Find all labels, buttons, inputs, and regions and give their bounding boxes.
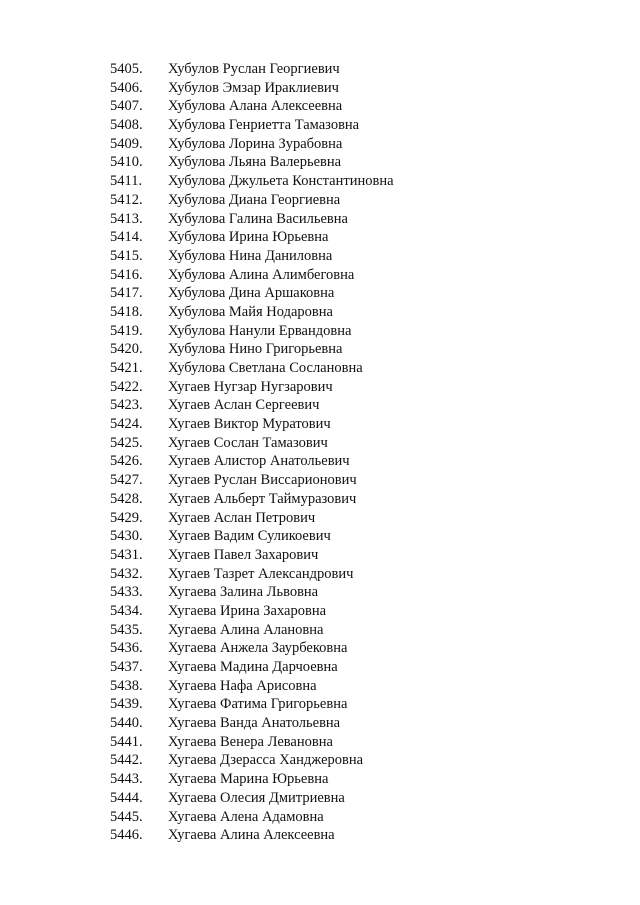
entry-name: Хубулов Руслан Георгиевич (168, 61, 340, 77)
entry-number: 5446. (110, 827, 143, 844)
list-item (110, 621, 394, 640)
entry-number: 5415. (110, 247, 143, 264)
entry-number: 5413. (110, 210, 143, 227)
entry-number: 5405. (110, 61, 143, 77)
entry-name: Хубулова Светлана Сослановна (168, 360, 363, 376)
list-item (110, 789, 394, 808)
entry-name: Хубулова Нино Григорьевна (168, 341, 343, 358)
entry-name: Хугаев Аслан Сергеевич (168, 397, 320, 414)
entry-name: Хубулова Льяна Валерьевна (168, 154, 342, 171)
entry-number: 5442. (110, 752, 143, 769)
entry-name: Хугаев Руслан Виссарионович (168, 472, 357, 489)
list-item (110, 565, 394, 584)
entry-number: 5430. (110, 528, 143, 545)
list-item (110, 172, 394, 191)
list-item (110, 228, 394, 247)
entry-number: 5421. (110, 360, 143, 376)
entry-number: 5426. (110, 453, 143, 470)
list-item (110, 826, 394, 845)
entry-number: 5432. (110, 565, 143, 582)
list-item (110, 97, 394, 116)
entry-number: 5437. (110, 659, 143, 675)
entry-name: Хугаева Ванда Анатольевна (168, 715, 341, 732)
entry-number: 5414. (110, 229, 143, 246)
list-item (110, 509, 394, 528)
list-item (110, 695, 394, 714)
entry-name: Хубулова Галина Васильевна (168, 210, 348, 227)
list-item (110, 153, 394, 172)
entry-number: 5435. (110, 621, 143, 638)
entry-number: 5425. (110, 434, 143, 451)
entry-name: Хугаева Венера Левановна (168, 733, 333, 750)
list-item (110, 452, 394, 471)
entry-name: Хугаев Нугзар Нугзарович (168, 378, 333, 395)
entry-number: 5440. (110, 715, 143, 732)
entry-number: 5427. (110, 472, 143, 489)
entry-name: Хубулова Ирина Юрьевна (168, 229, 329, 246)
entry-name: Хубулова Алана Алексеевна (168, 98, 343, 115)
entry-number: 5420. (110, 341, 143, 358)
entry-number: 5417. (110, 285, 143, 302)
entry-name: Хубулова Нина Даниловна (168, 247, 333, 264)
list-item (110, 639, 394, 658)
list-item (110, 210, 394, 229)
entry-name: Хубулова Диана Георгиевна (168, 191, 341, 208)
entry-name: Хугаева Фатима Григорьевна (168, 696, 348, 713)
entry-name: Хугаева Дзерасса Ханджеровна (168, 752, 364, 769)
list-item (110, 658, 394, 677)
entry-number: 5408. (110, 117, 143, 134)
entry-number: 5441. (110, 733, 143, 750)
entry-name: Хугаев Павел Захарович (168, 546, 319, 563)
entry-number: 5445. (110, 808, 143, 825)
entry-name: Хугаев Тазрет Александрович (168, 565, 354, 582)
entry-name: Хугаева Алина Алановна (168, 621, 324, 638)
entry-name: Хугаева Ирина Захаровна (168, 602, 327, 619)
list-item (110, 583, 394, 602)
entry-name: Хугаев Алистор Анатольевич (168, 453, 350, 470)
entry-name: Хугаев Виктор Муратович (168, 416, 331, 433)
list-item (110, 266, 394, 285)
list-item (110, 770, 394, 789)
list-item (110, 602, 394, 621)
entry-name: Хугаева Мадина Дарчоевна (168, 659, 338, 675)
entry-number: 5433. (110, 584, 143, 601)
list-item (110, 396, 394, 415)
entry-name: Хубулова Майя Нодаровна (168, 303, 333, 320)
list-item (110, 378, 394, 397)
entry-name: Хугаев Сослан Тамазович (168, 434, 328, 451)
entry-number: 5423. (110, 397, 143, 414)
entry-number: 5439. (110, 696, 143, 713)
entry-number: 5444. (110, 789, 143, 806)
list-item (110, 808, 394, 827)
list-item (110, 471, 394, 490)
entry-number: 5436. (110, 640, 143, 657)
entry-number: 5419. (110, 322, 143, 339)
entry-number: 5409. (110, 135, 143, 152)
list-item (110, 60, 394, 79)
list-item (110, 751, 394, 770)
list-item (110, 79, 394, 98)
list-item (110, 247, 394, 266)
entry-name: Хубулов Эмзар Ираклиевич (168, 79, 339, 96)
list-item (110, 322, 394, 341)
entry-name: Хугаева Алена Адамовна (168, 808, 324, 825)
entry-number: 5418. (110, 303, 143, 320)
entry-number: 5431. (110, 546, 143, 563)
entry-number: 5416. (110, 266, 143, 283)
entry-number: 5428. (110, 490, 143, 507)
list-item (110, 490, 394, 509)
list-item (110, 359, 394, 378)
entry-number: 5422. (110, 378, 143, 395)
entry-name: Хугаева Нафа Арисовна (168, 677, 317, 694)
list-item (110, 415, 394, 434)
list-item (110, 546, 394, 565)
list-item (110, 191, 394, 210)
entry-name: Хубулова Джульета Константиновна (168, 173, 394, 190)
entry-name: Хугаев Вадим Суликоевич (168, 528, 331, 545)
entry-name: Хугаева Олесия Дмитриевна (168, 789, 345, 806)
entry-name: Хубулова Алина Алимбеговна (168, 266, 355, 283)
entry-name: Хугаева Залина Львовна (168, 584, 319, 601)
entry-number: 5407. (110, 98, 143, 115)
entry-number: 5443. (110, 771, 143, 788)
list-item (110, 135, 394, 154)
entry-name: Хубулова Лорина Зурабовна (168, 135, 343, 152)
list-item (110, 714, 394, 733)
numbered-name-list (110, 60, 394, 845)
list-item (110, 340, 394, 359)
entry-number: 5434. (110, 602, 143, 619)
entry-name: Хугаева Алина Алексеевна (168, 827, 335, 844)
entry-name: Хубулова Генриетта Тамазовна (168, 117, 360, 134)
entry-number: 5429. (110, 509, 143, 526)
entry-name: Хугаева Анжела Заурбековна (168, 640, 348, 657)
list-item (110, 677, 394, 696)
list-item (110, 733, 394, 752)
list-item (110, 434, 394, 453)
entry-name: Хугаева Марина Юрьевна (168, 771, 329, 788)
list-item (110, 116, 394, 135)
list-item (110, 527, 394, 546)
entry-name: Хубулова Дина Аршаковна (168, 285, 335, 302)
entry-number: 5438. (110, 677, 143, 694)
entry-number: 5412. (110, 191, 143, 208)
entry-number: 5411. (110, 173, 143, 190)
entry-name: Хугаев Альберт Таймуразович (168, 490, 357, 507)
entry-number: 5406. (110, 79, 143, 96)
entry-number: 5410. (110, 154, 143, 171)
list-item (110, 303, 394, 322)
entry-number: 5424. (110, 416, 143, 433)
list-item (110, 284, 394, 303)
entry-name: Хугаев Аслан Петрович (168, 509, 316, 526)
entry-name: Хубулова Нанули Ервандовна (168, 322, 352, 339)
